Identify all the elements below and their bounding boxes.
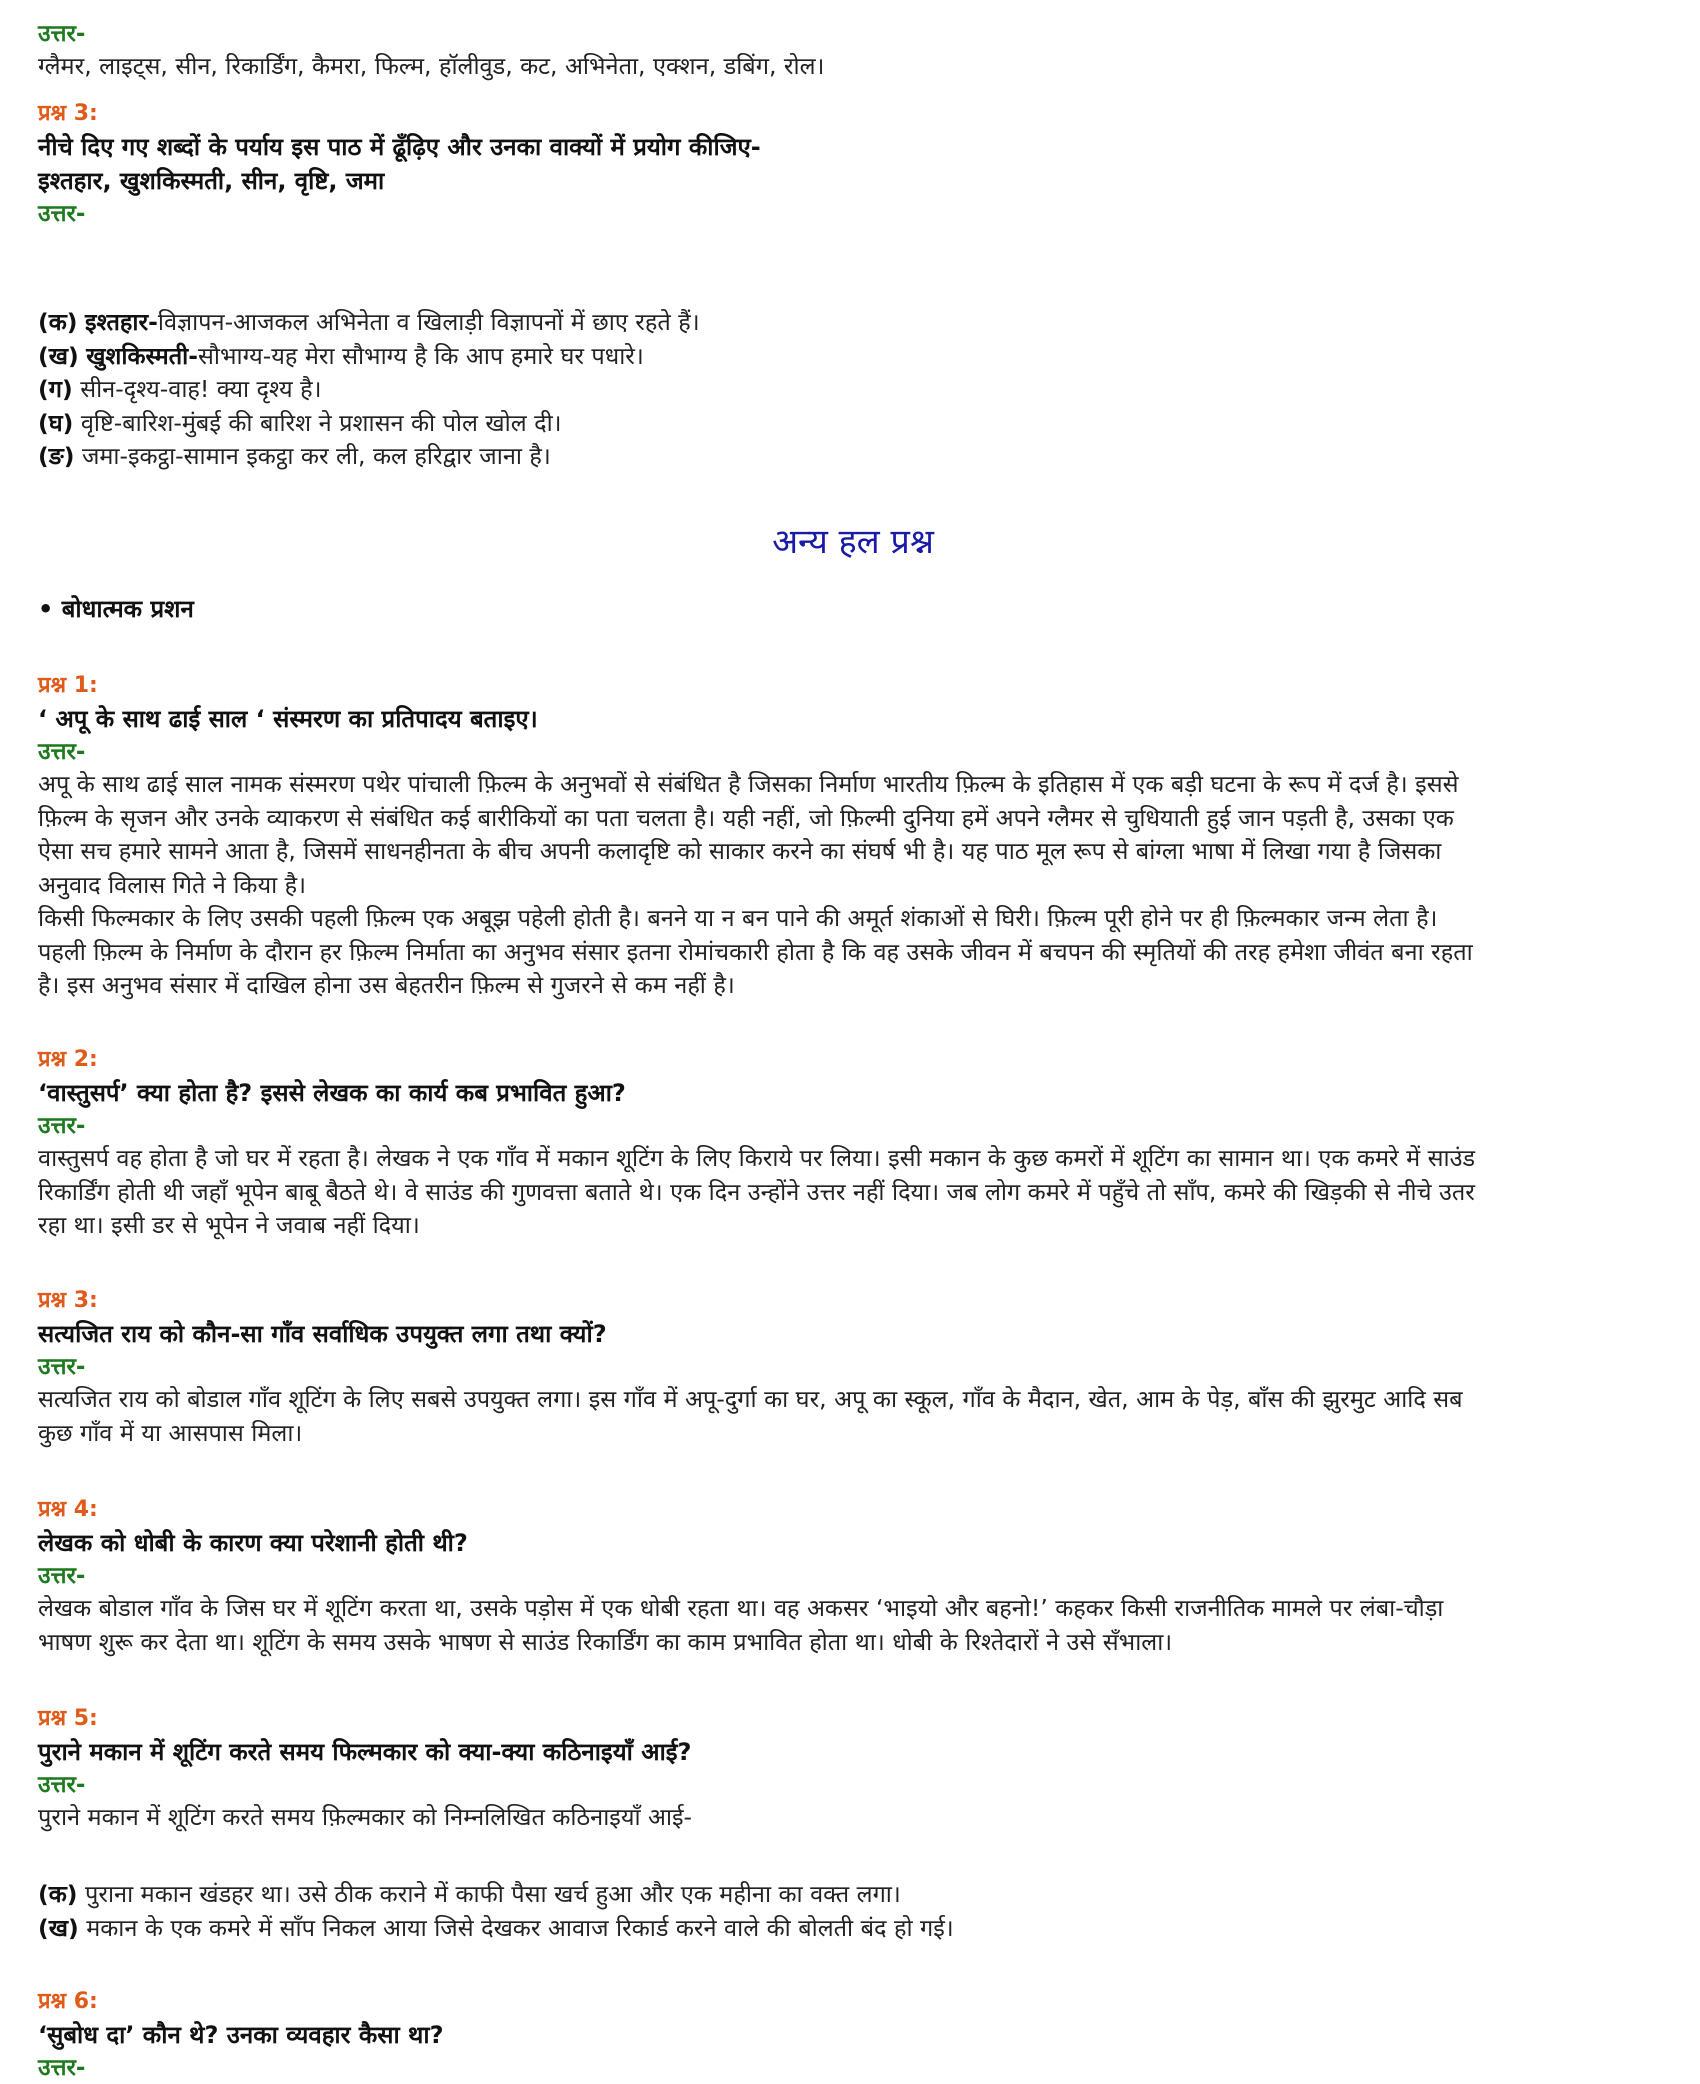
list-keyword: खुशकिस्मती- [86, 341, 198, 370]
answer-line: भाषण शुरू कर देता था। शूटिंग के समय उसके भाषण से साउंड रिकार्डिंग का काम प्रभावित होता था। धोबी के रिश्तेदारों ने उसे सँभाला। [38, 1627, 1173, 1656]
answer-label: उत्तर- [38, 1563, 86, 1589]
question-6 [38, 1986, 1668, 2084]
list-marker: (ग) [38, 375, 73, 403]
question-3 [38, 1285, 1668, 1450]
list-item [38, 306, 1668, 340]
list-text: जमा-इकट्ठा-सामान इकट्ठा कर ली, कल हरिद्वार जाना है। [81, 442, 551, 470]
list-text: वृष्टि-बारिश-मुंबई की बारिश ने प्रशासन की पोल खोल दी। [80, 408, 562, 437]
answer-line: लेखक बोडाल गाँव के जिस घर में शूटिंग करता था, उसके पड़ोस में एक धोबी रहता था। वह अकसर ‘भाइयो और बहनो!’ कहकर किसी राजनीतिक मामले पर लंबा-चौड़ा [38, 1594, 1444, 1622]
list-text: विज्ञापन-आजकल अभिनेता व खिलाड़ी विज्ञापनों में छाए रहते हैं। [157, 308, 700, 336]
list-marker: (ख) [38, 1913, 79, 1942]
answer-line: वास्तुसर्प वह होता है जो घर में रहता है। लेखक ने एक गाँव में मकान शूटिंग के लिए किराये पर लिया। इसी मकान के कुछ कमरों में शूटिंग का सामान था। एक कमरे में साउंड [38, 1144, 1476, 1172]
list-marker: (ख) [38, 341, 79, 370]
list-item [38, 340, 1668, 374]
answer-line: सत्यजित राय को बोडाल गाँव शूटिंग के लिए सबसे उपयुक्त लगा। इस गाँव में अपू-दुर्गा का घर, अपू का स्कूल, गाँव के मैदान, खेत, आम के पेड़, बाँस की झुरमुट आदि सब [38, 1385, 1463, 1413]
answer-line: रहा था। इसी डर से भूपेन ने जवाब नहीं दिया। [38, 1211, 420, 1239]
question-text: नीचे दिए गए शब्दों के पर्याय इस पाठ में ढूँढ़िए और उनका वाक्यों में प्रयोग कीजिए- [38, 133, 761, 161]
answer-line: रिकार्डिंग होती थी जहाँ भूपेन बाबू बैठते थे। वे साउंड की गुणवत्ता बताते थे। एक दिन उन्होंने उत्तर नहीं दिया। जब लोग कमरे में पहुँचे तो साँप, कमरे की खिड़की से नीचे उतर [38, 1177, 1475, 1206]
answer-label: उत्तर- [38, 1354, 86, 1380]
answer-label: उत्तर- [38, 739, 86, 765]
answer-text: ग्लैमर, लाइट्स, सीन, रिकार्डिंग, कैमरा, फिल्म, हॉलीवुड, कट, अभिनेता, एक्शन, डबिंग, रोल। [38, 52, 825, 80]
question-text: ‘वास्तुसर्प’ क्या होता है? इससे लेखक का कार्य कब प्रभावित हुआ? [38, 1079, 626, 1107]
question-label: प्रश्न 5: [38, 1706, 98, 1731]
answer-line: पुराने मकान में शूटिंग करते समय फ़िल्मकार को निम्नलिखित कठिनाइयाँ आई- [38, 1803, 693, 1831]
question-1 [38, 670, 1668, 1003]
section-title: अन्य हल प्रश्न [772, 522, 934, 562]
list-item [38, 1912, 1668, 1946]
question-label: प्रश्न 6: [38, 1989, 98, 2014]
list-text: मकान के एक कमरे में साँप निकल आया जिसे देखकर आवाज रिकार्ड करने वाले की बोलती बंद हो गई। [86, 1913, 954, 1942]
section-subheading: • बोधात्मक प्रशन [38, 595, 194, 623]
question-4 [38, 1494, 1668, 1659]
list-keyword: इश्तहार- [85, 308, 158, 336]
answer-line: पहली फ़िल्म के निर्माण के दौरान हर फ़िल्म निर्माता का अनुभव संसार इतना रोमांचकारी होता है कि वह उसके जीवन में बचपन की स्मृतियों की तरह हमेशा जीवंत बना रहता [38, 937, 1473, 966]
answer-line: ऐसा सच हमारे सामने आता है, जिसमें साधनहीनता के बीच अपनी कलादृष्टि को साकार करने का संघर्ष भी है। यह पाठ मूल रूप से बांग्ला भाषा में लिखा गया है जिसका [38, 837, 1442, 865]
question-words: इश्तहार, खुशकिस्मती, सीन, वृष्टि, जमा [38, 167, 385, 195]
answer-line: अपू के साथ ढाई साल नामक संस्मरण पथेर पांचाली फ़िल्म के अनुभवों से संबंधित है जिसका निर्माण भारतीय फ़िल्म के इतिहास में एक बड़ी घटना के रूप में दर्ज है। इससे [38, 770, 1459, 798]
question-text: सत्यजित राय को कौन-सा गाँव सर्वाधिक उपयुक्त लगा तथा क्यों? [38, 1320, 607, 1348]
answer-label: उत्तर- [38, 201, 86, 227]
answer-line: किसी फिल्मकार के लिए उसकी पहली फ़िल्म एक अबूझ पहेली होती है। बनने या न बन पाने की अमूर्त शंकाओं से घिरी। फ़िल्म पूरी होने पर ही फ़िल्मकार जन्म लेता है। [38, 904, 1438, 932]
list-text: सौभाग्य-यह मेरा सौभाग्य है कि आप हमारे घर पधारे। [197, 341, 644, 370]
question-text: ‘सुबोध दा’ कौन थे? उनका व्यवहार कैसा था? [38, 2021, 444, 2049]
list-marker: (क) [38, 308, 78, 336]
answer-label: उत्तर- [38, 1113, 86, 1139]
list-item [38, 1878, 1668, 1912]
question-text: ‘ अपू के साथ ढाई साल ‘ संस्मरण का प्रतिपादय बताइए। [38, 705, 538, 733]
exercise-answer-list [38, 306, 1668, 474]
list-marker: (ङ) [38, 442, 75, 470]
top-answer-block [38, 18, 1668, 84]
question-2 [38, 1044, 1668, 1243]
list-marker: (क) [38, 1880, 78, 1908]
answer-line: है। इस अनुभव संसार में दाखिल होना उस बेहतरीन फ़िल्म से गुजरने से कम नहीं है। [38, 971, 735, 999]
answer-label: उत्तर- [38, 2055, 86, 2081]
section-subheading-block [38, 592, 1668, 626]
answer-label: उत्तर- [38, 1772, 86, 1798]
exercise-question-3 [38, 98, 1668, 230]
question-label: प्रश्न 3: [38, 101, 98, 126]
answer-label: उत्तर- [38, 21, 86, 47]
question-label: प्रश्न 4: [38, 1497, 98, 1522]
question-text: पुराने मकान में शूटिंग करते समय फिल्मकार को क्या-क्या कठिनाइयाँ आई? [38, 1738, 692, 1766]
question-5-answer-list [38, 1878, 1668, 1945]
list-text: पुराना मकान खंडहर था। उसे ठीक कराने में काफी पैसा खर्च हुआ और एक महीना का वक्त लगा। [85, 1880, 901, 1908]
question-label: प्रश्न 3: [38, 1288, 98, 1313]
list-item [38, 373, 1668, 407]
question-label: प्रश्न 2: [38, 1047, 98, 1072]
question-5 [38, 1703, 1668, 1835]
list-text: सीन-दृश्य-वाह! क्या दृश्य है। [80, 375, 322, 403]
question-label: प्रश्न 1: [38, 673, 98, 698]
list-item [38, 440, 1668, 474]
question-text: लेखक को धोबी के कारण क्या परेशानी होती थी? [38, 1529, 468, 1557]
list-item [38, 407, 1668, 441]
answer-line: अनुवाद विलास गिते ने किया है। [38, 870, 307, 899]
document-page [38, 0, 1668, 2084]
answer-line: कुछ गाँव में या आसपास मिला। [38, 1418, 303, 1447]
answer-line: फ़िल्म के सृजन और उनके व्याकरण से संबंधित कई बारीकियों का पता चलता है। यही नहीं, जो फ़िल्मी दुनिया हमें अपने ग्लैमर से चुधियाती हुई जान पड़ती है, उसका एक [38, 803, 1454, 832]
list-marker: (घ) [38, 408, 74, 437]
